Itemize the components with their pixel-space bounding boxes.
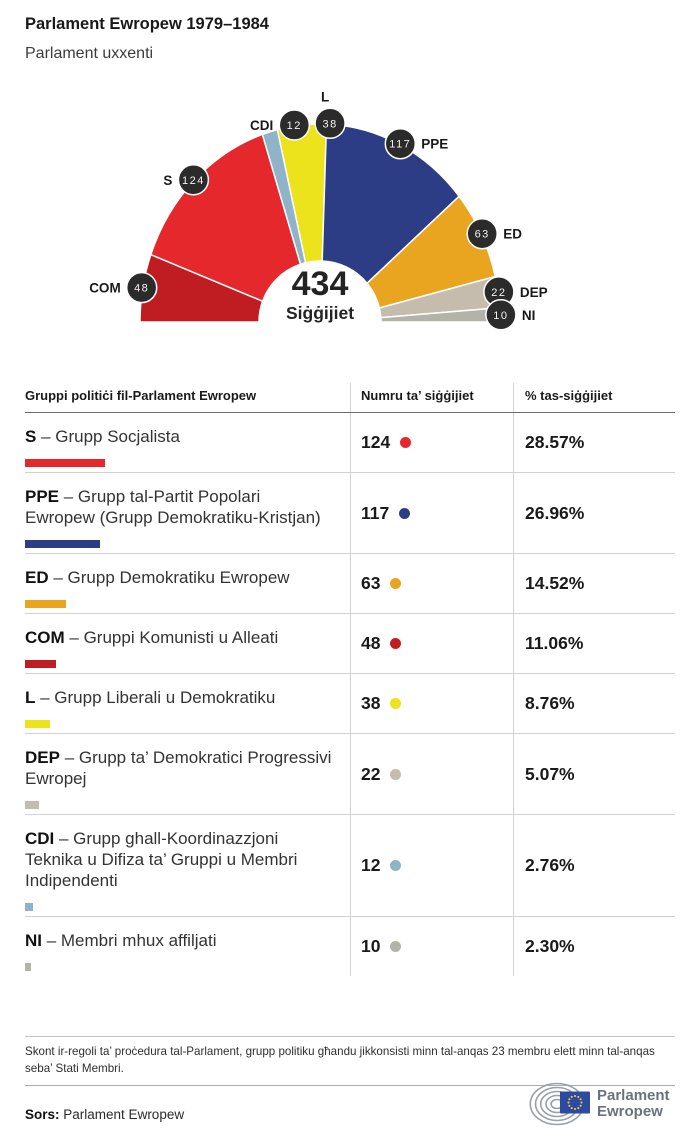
eu-star-icon (580, 1105, 582, 1107)
group-cell: PPE – Grupp tal-Partit Popolari Ewropew (Grupp Demokratiku-Kristjan) (25, 473, 350, 553)
seats-color-dot (390, 860, 401, 871)
table-row-NI (25, 917, 675, 976)
table-row-S (25, 413, 675, 473)
percent-cell: 11.06% (513, 614, 675, 673)
seats-cell (350, 413, 513, 472)
eu-star-icon (574, 1108, 576, 1110)
group-abbr: S (25, 427, 37, 446)
seats-value: 12 (361, 855, 381, 875)
seats-color-dot (390, 769, 401, 780)
group-cell: S – Grupp Socjalista (25, 413, 350, 472)
group-cell: COM – Gruppi Komunisti u Alleati (25, 614, 350, 673)
group-abbr: CDI (25, 829, 55, 848)
seats-color-dot (399, 508, 410, 519)
seats-value: 124 (361, 432, 391, 452)
group-label-PPE: PPE (421, 136, 449, 152)
seats-cell (350, 554, 513, 613)
color-bar (25, 903, 33, 911)
color-bar (25, 963, 31, 971)
group-abbr: NI (25, 931, 42, 950)
seats-value: 22 (361, 763, 381, 784)
eu-star-icon (574, 1095, 576, 1097)
seats-cell (350, 734, 513, 814)
seats-value: 38 (361, 693, 381, 713)
eu-star-icon (567, 1101, 569, 1103)
color-bar (25, 720, 50, 728)
group-label-COM: COM (89, 280, 121, 296)
color-bar (25, 801, 39, 809)
ep-logo (523, 1078, 695, 1128)
table-row-PPE (25, 473, 675, 554)
color-bar (25, 600, 66, 608)
table-row-COM (25, 614, 675, 674)
seats-cell (350, 674, 513, 733)
eu-flag-icon (560, 1092, 590, 1114)
percent-cell: 5.07% (513, 734, 675, 814)
eu-star-icon (577, 1096, 579, 1098)
page-title: Parlament Ewropew 1979–1984 (25, 15, 269, 33)
group-abbr: DEP (25, 748, 60, 767)
seats-color-dot (390, 698, 401, 709)
badge-value-CDI: 12 (286, 120, 302, 132)
percent-cell: 14.52% (513, 554, 675, 613)
seats-color-dot (390, 941, 401, 952)
seats-color-dot (400, 437, 411, 448)
seats-value: 63 (361, 573, 381, 593)
page-subtitle: Parlament uxxenti (25, 45, 154, 62)
group-cell: DEP – Grupp ta’ Demokratici Progressivi Ewropej (25, 734, 350, 814)
eu-star-icon (577, 1107, 579, 1109)
percent-cell: 26.96% (513, 473, 675, 553)
seats-value: 48 (361, 633, 381, 653)
badge-value-NI: 10 (493, 309, 509, 322)
badge-value-PPE: 117 (389, 138, 412, 151)
badge-value-L: 38 (322, 118, 338, 131)
badge-value-S: 124 (181, 174, 205, 187)
badge-value-DEP: 22 (491, 286, 507, 299)
eu-star-icon (568, 1105, 570, 1107)
badge-value-ED: 63 (474, 228, 490, 241)
group-cell: CDI – Grupp ghall-Koordinazzjoni Teknika u Difiza ta’ Gruppi u Membri Indipendenti (25, 815, 350, 916)
eu-star-icon (580, 1101, 582, 1103)
seats-value: 117 (361, 502, 390, 523)
group-label-CDI: CDI (250, 118, 274, 133)
seats-cell (350, 473, 513, 553)
logo-text-line1: Parlament (597, 1087, 670, 1104)
seats-cell (350, 614, 513, 673)
seats-color-dot (390, 638, 401, 649)
group-label-NI: NI (521, 307, 536, 323)
seats-cell (350, 815, 513, 916)
table-row-ED (25, 554, 675, 614)
eu-star-icon (580, 1098, 582, 1100)
percent-cell: 28.57% (513, 413, 675, 472)
footnote: Skont ir-regoli ta’ proċedura tal-Parlament, grupp politiku għandu jikkonsisti minn tal-anqas 23 membru elett minn tal-anqas seba’ Stati Membri. (25, 1036, 675, 1086)
percent-cell: 2.30% (513, 917, 675, 976)
group-label-DEP: DEP (519, 284, 548, 300)
group-label-L: L (320, 89, 330, 105)
table-row-L (25, 674, 675, 734)
seats-value: 10 (361, 936, 381, 956)
source-value: Parlament Ewropew (63, 1107, 185, 1122)
groups-table-body (25, 413, 675, 976)
seats-color-dot (390, 578, 401, 589)
group-abbr: ED (25, 568, 49, 587)
header-group-column: Gruppi politiċi fil-Parlament Ewropew (25, 388, 257, 403)
hemicycle-chart (0, 88, 700, 340)
source-line (25, 1107, 184, 1122)
table-header-row (25, 383, 675, 413)
color-bar (25, 540, 100, 548)
table-row-CDI (25, 815, 675, 917)
group-label-ED: ED (503, 226, 522, 242)
percent-cell: 2.76% (513, 815, 675, 916)
table-row-DEP (25, 734, 675, 815)
group-abbr: L (25, 688, 36, 707)
logo-text-line2: Ewropew (597, 1103, 663, 1120)
total-seats-value: 434 (291, 265, 349, 303)
source-label: Sors: (25, 1107, 60, 1122)
group-label-S: S (163, 172, 173, 188)
group-cell: L – Grupp Liberali u Demokratiku (25, 674, 350, 733)
color-bar (25, 660, 56, 668)
groups-table (25, 383, 675, 976)
group-cell: NI – Membri mhux affiljati (25, 917, 350, 976)
group-cell: ED – Grupp Demokratiku Ewropew (25, 554, 350, 613)
color-bar (25, 459, 105, 467)
group-abbr: PPE (25, 487, 60, 506)
seats-cell (350, 917, 513, 976)
total-seats-label: Siġġijiet (285, 303, 355, 323)
eu-star-icon (568, 1098, 570, 1100)
group-abbr: COM (25, 628, 65, 647)
header-seats-column: Numru ta’ siġġijiet (350, 383, 513, 412)
badge-value-COM: 48 (134, 282, 150, 295)
eu-star-icon (571, 1107, 573, 1109)
eu-star-icon (571, 1096, 573, 1098)
percent-cell: 8.76% (513, 674, 675, 733)
header-percent-column: % tas-siġġijiet (513, 383, 675, 412)
